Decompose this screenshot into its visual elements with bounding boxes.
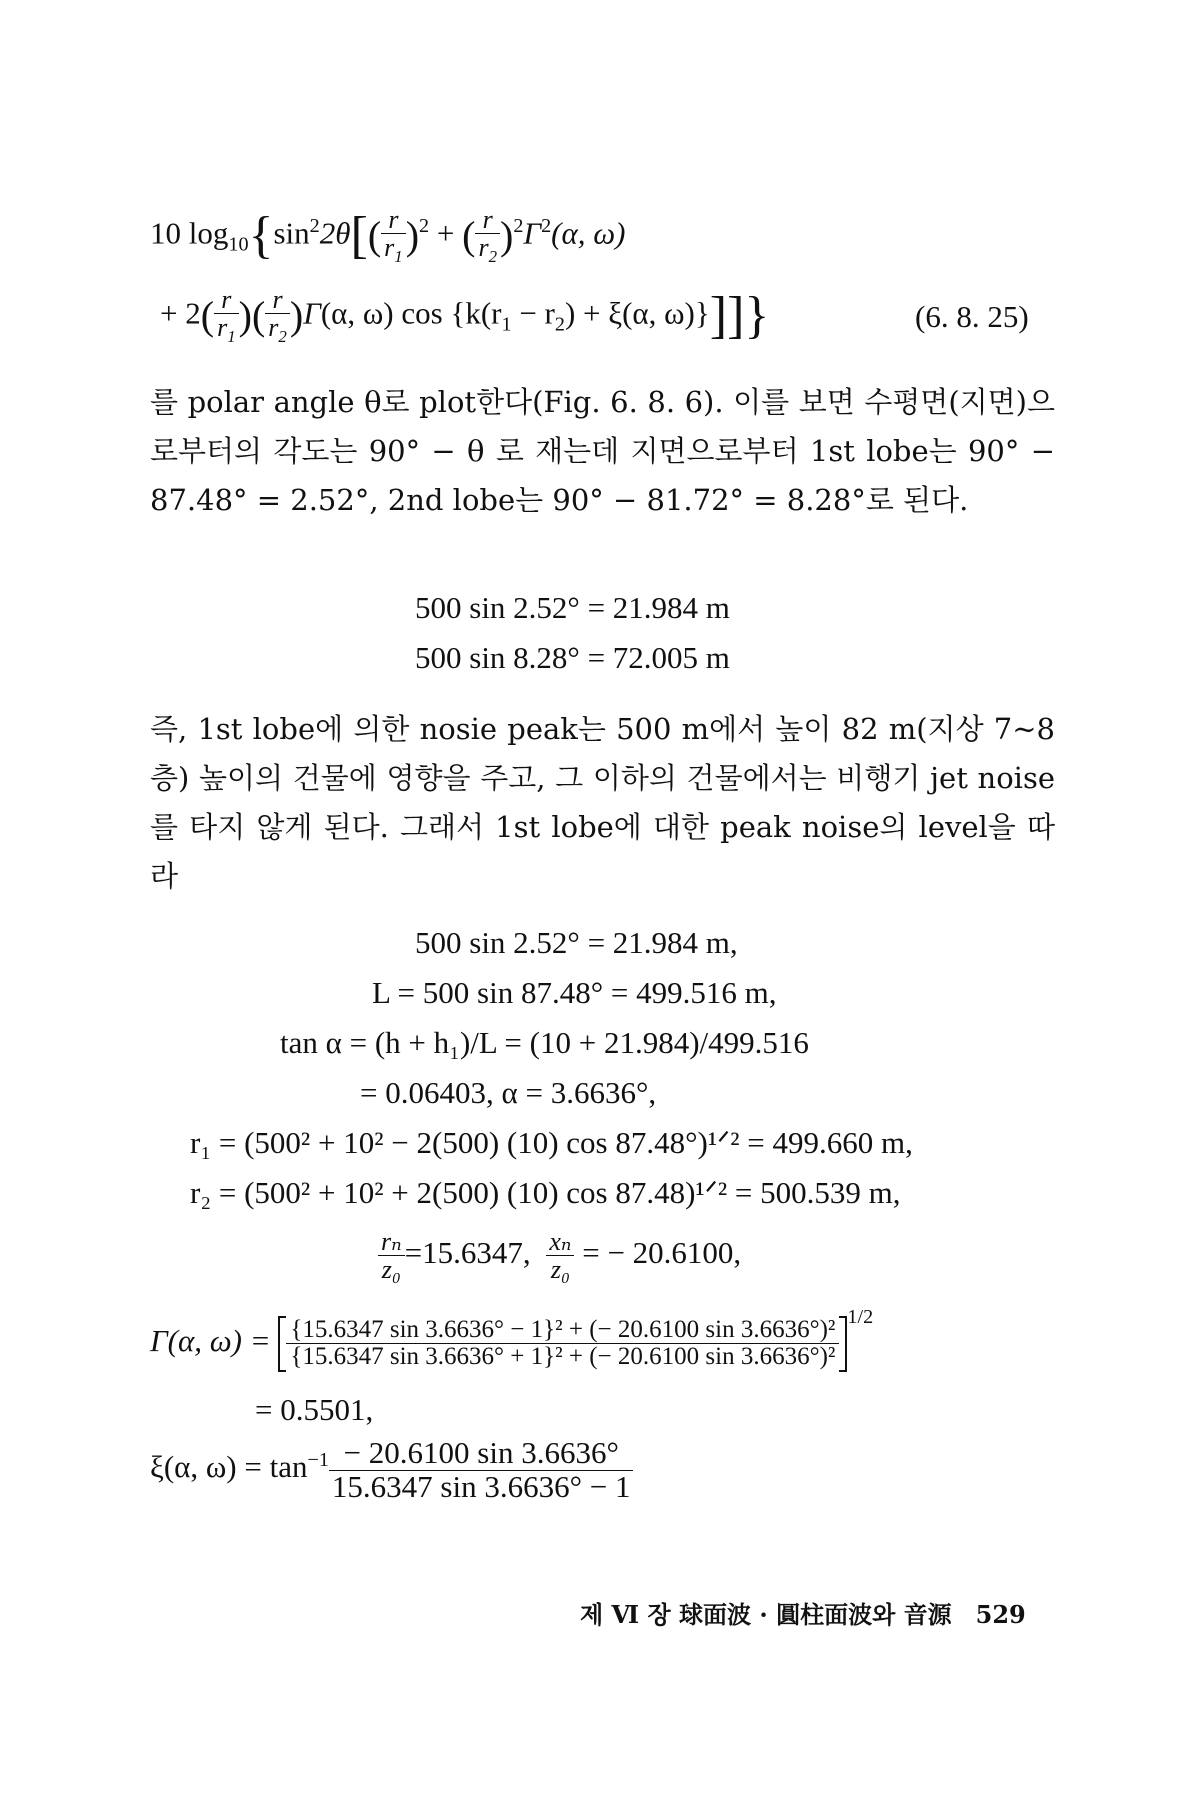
equation-block-2-line-6: r₂ = (500² + 10² + 2(500) (10) cos 87.48)¹ᐟ² = 500.539 m,: [190, 1175, 901, 1210]
page-number: 529: [975, 1600, 1026, 1629]
ratio-line: $\frac{\text{rₙ}}{\text{z₀}}$ =15.6347, $\frac{\text{xₙ}}{\text{z₀}}$ = − 20.6100,: [378, 1228, 741, 1284]
equation-line-2: + 2( $\frac{r}{r_1}$ )( $\frac{r}{r_2}$ )Γ(α, ω) $\cos \{k(r_1 - r_2) + \xi(\alpha$, ω)}]]}: [160, 285, 770, 347]
equation-block-1-line-1: 500 sin 2.52° = 21.984 m: [415, 590, 730, 625]
fraction-r-over-r1-b: $\frac{r}{r_1}$: [214, 286, 239, 346]
xi-equation: ξ(α, $\omega) = \tan^{-1}$ $\frac{- 20.6100 \sin 3.6636^\circ}{15.6347 \sin 3.6636^\circ - 1}$: [150, 1437, 633, 1503]
paragraph-2: 즉, 1st lobe에 의한 nosie peak는 500 m에서 높이 82 m(지상 7∼8층) 높이의 건물에 영향을 주고, 그 이하의 건물에서는 비행기 jet noise를 타지 않게 된다. 그래서 1st lobe에 대한 peak noise의 level을 따라: [150, 712, 1055, 893]
gamma-fraction: $\frac{\text{\{15.6347 sin 3.6636° − 1\}² + (− 20.6100 sin 3.6636°)²}}{\text{\{15.6347 sin 3.6636° + 1\}² + (− 20.6100 sin 3.6636°)²}}$: [286, 1317, 839, 1371]
fraction-r-over-r2: $\frac{r}{r_2}$: [475, 206, 500, 266]
gamma-result: = 0.5501,: [255, 1392, 374, 1427]
xi-fraction: $\frac{- 20.6100 \sin 3.6636^\circ}{15.6347 \sin 3.6636^\circ - 1}$: [329, 1437, 634, 1503]
paragraph-1: 를 polar angle θ로 plot한다(Fig. 6. 8. 6). 이를 보면 수평면(지면)으로부터의 각도는 90° − θ 로 재는데 지면으로부터 1st lobe는 90° − 87.48° = 2.52°, 2nd lobe는 90° − 81.72° = 8.28°로 된다.: [150, 385, 1055, 517]
fraction-xn-over-z0: $\frac{\text{xₙ}}{\text{z₀}}$: [546, 1228, 574, 1284]
equation-block-2-line-2: L = 500 sin 87.48° = 499.516 m,: [372, 975, 777, 1010]
equation-block-1-line-2: 500 sin 8.28° = 72.005 m: [415, 640, 730, 675]
gamma-equation: Γ(α, ω) = $\frac{\text{\{15.6347 sin 3.6636° − 1\}² + (− 20.6100 sin 3.6636°)²}}{\text{\{15.6347 sin 3.6636° + 1\}² + (− 20.6100 sin 3.6636°)²}}$ $^{1/2}$: [150, 1306, 874, 1371]
equation-number: (6. 8. 25): [915, 299, 1029, 334]
page-footer: [580, 1595, 1026, 1630]
fraction-r-over-r1: $\frac{r}{r_1}$: [381, 206, 406, 266]
equation-block-2-line-3: tan α = (h + h₁)/L = (10 + 21.984)/499.516: [280, 1025, 809, 1060]
equation-block-2-line-4: = 0.06403, α = 3.6636°,: [360, 1075, 657, 1110]
fraction-r-over-r2-b: $\frac{r}{r_2}$: [265, 286, 290, 346]
equation-block-2-line-5: r₁ = (500² + 10² − 2(500) (10) cos 87.48°)¹ᐟ² = 499.660 m,: [190, 1125, 913, 1160]
equation-block-2-line-1: 500 sin 2.52° = 21.984 m,: [415, 925, 738, 960]
fraction-rn-over-z0: $\frac{\text{rₙ}}{\text{z₀}}$: [378, 1228, 405, 1284]
gamma-bracket: [278, 1317, 847, 1371]
equation-line-1: 10 $\log_{10}\{\sin^22\theta$[( $\frac{r}{r_1}$ )$^2$ + ( $\frac{r}{r_2}$ )$^2\Gamma^2(\alpha$, ω): [150, 205, 626, 267]
chapter-title: 제 Ⅵ 장 球面波 · 圓柱面波와 音源: [580, 1600, 952, 1629]
